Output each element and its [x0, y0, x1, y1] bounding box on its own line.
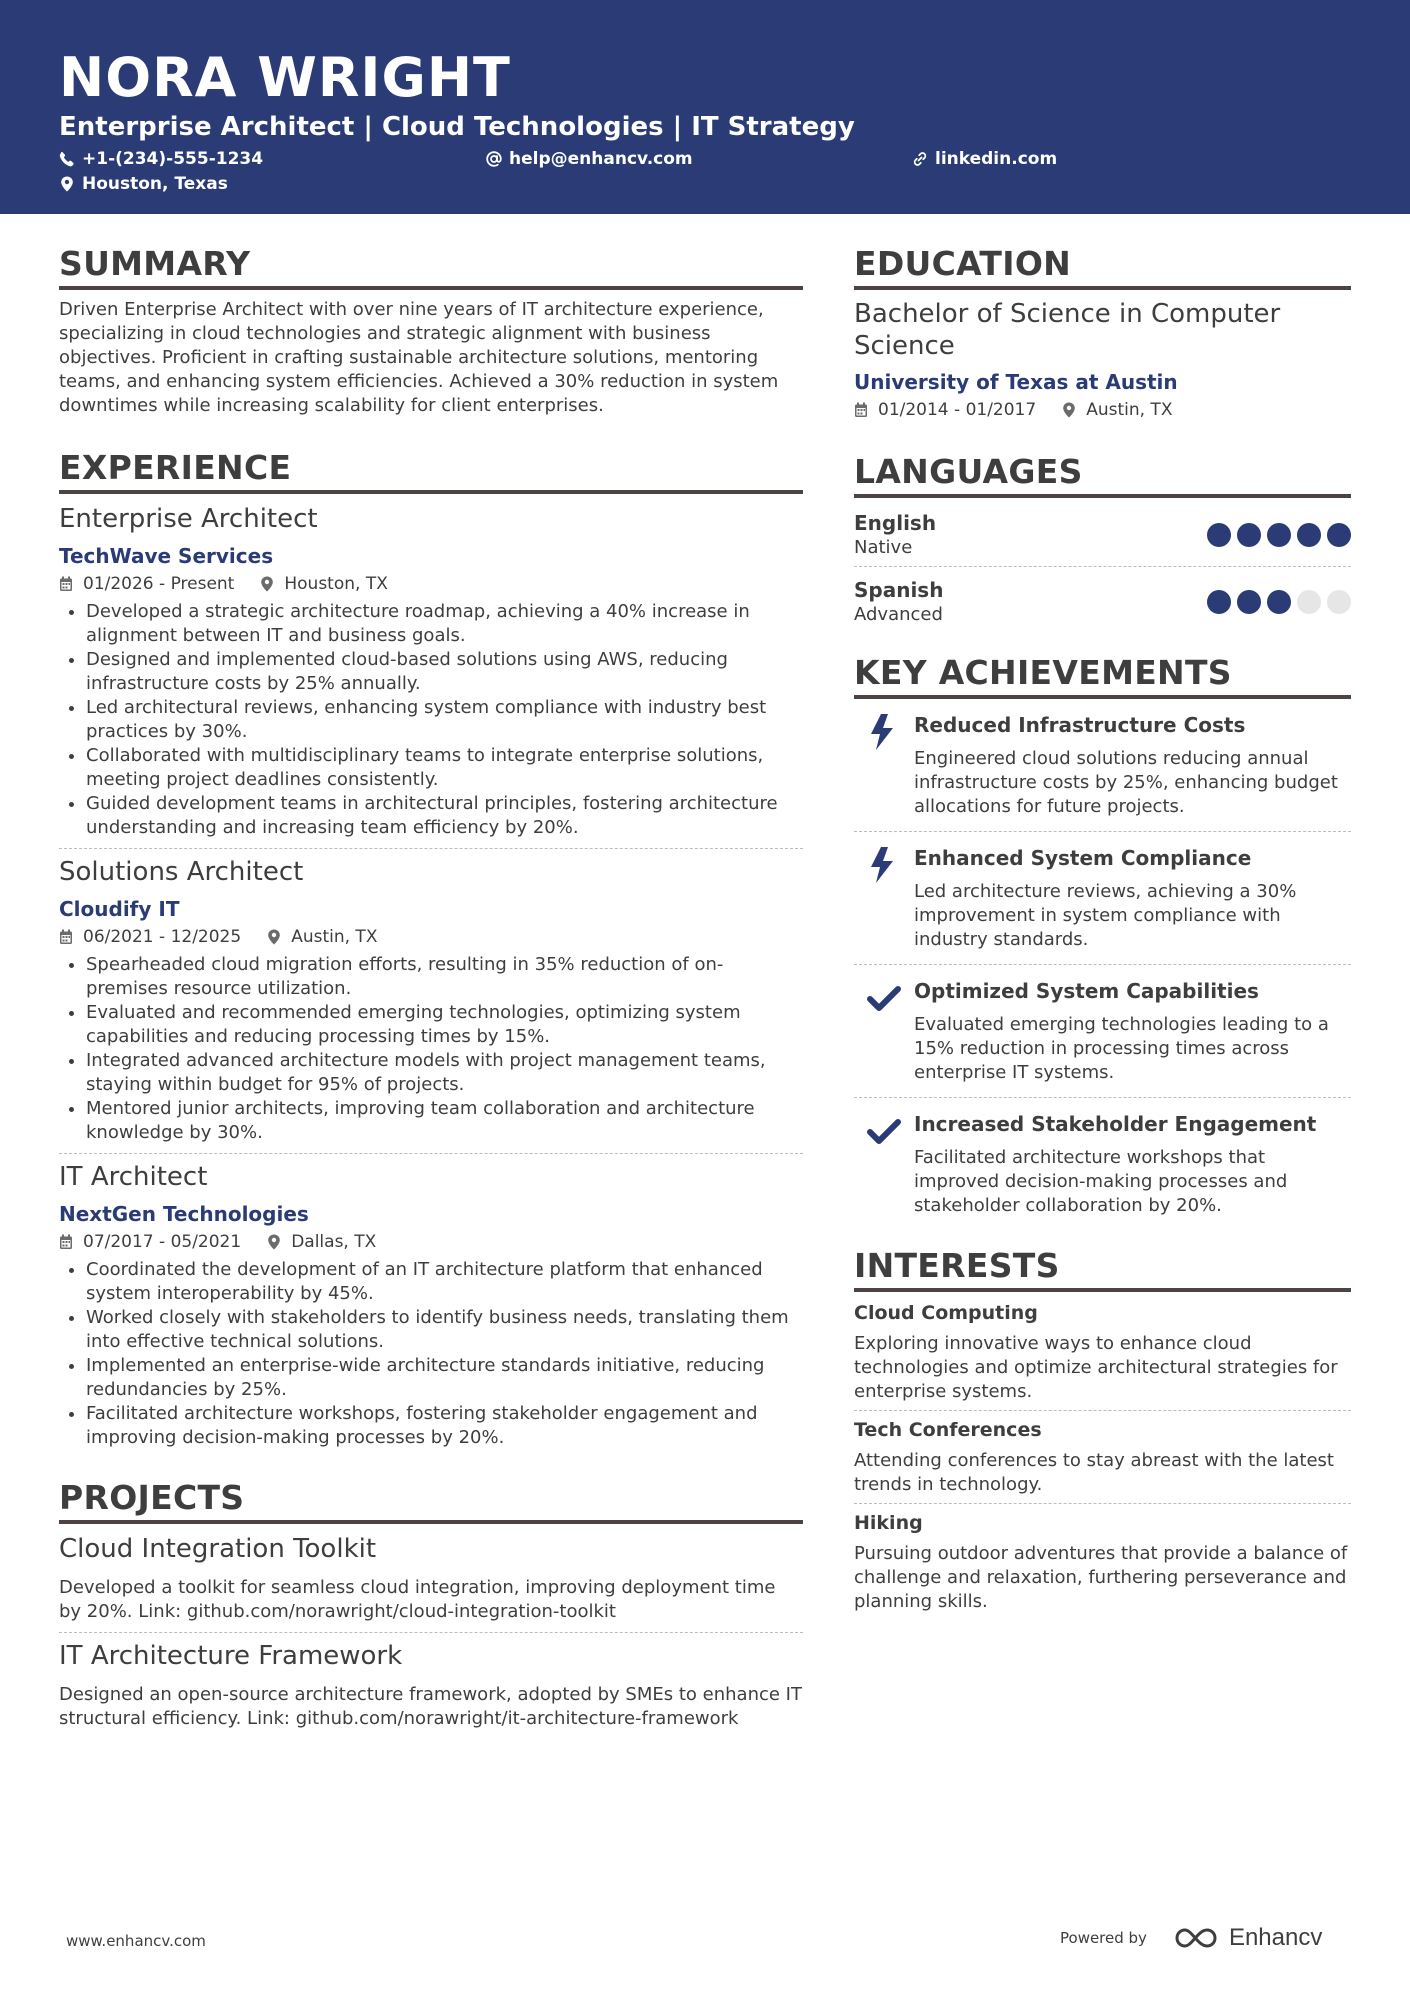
achievements-list — [854, 699, 1351, 1230]
language-rating — [1207, 523, 1351, 547]
location-pin-icon — [267, 1234, 281, 1250]
lightning-icon — [867, 846, 901, 884]
achievement-title: Reduced Infrastructure Costs — [914, 713, 1246, 737]
achievement-description: Led architecture reviews, achieving a 30% improvement in system compliance with industry standards. — [914, 881, 1297, 950]
achievement-entry — [854, 699, 1351, 831]
language-info — [854, 577, 943, 627]
job-location-text: Dallas, TX — [291, 1232, 377, 1252]
job-dates — [59, 572, 234, 596]
achievements-section — [854, 651, 1351, 1230]
job-bullet-list — [59, 1258, 803, 1450]
job-bullet: • Facilitated architecture workshops, fostering stakeholder engagement and improving decision-making processes by 20%. — [86, 1402, 803, 1450]
achievement-icon-wrap — [854, 1110, 914, 1218]
job-location-text: Houston, TX — [284, 574, 388, 594]
calendar-icon — [59, 576, 73, 592]
education-meta — [854, 398, 1351, 422]
candidate-name: NORA WRIGHT — [59, 46, 511, 109]
location-pin-icon — [267, 929, 281, 945]
job-bullet: • Worked closely with stakeholders to identify business needs, translating them into effective technical solutions. — [86, 1306, 803, 1354]
experience-list — [59, 502, 803, 1458]
achievement-body — [914, 844, 1351, 952]
summary-section — [59, 242, 803, 418]
job-title: Enterprise Architect — [59, 504, 318, 534]
achievement-description: Evaluated emerging technologies leading to a 15% reduction in processing times across enterprise IT systems. — [914, 1014, 1329, 1083]
achievement-body — [914, 977, 1351, 1085]
education-school: University of Texas at Austin — [854, 370, 1178, 394]
location-pin-icon — [59, 176, 75, 192]
section-title-languages: LANGUAGES — [854, 450, 1351, 498]
education-degree: Bachelor of Science in Computer Science — [854, 299, 1281, 361]
section-title-achievements: KEY ACHIEVEMENTS — [854, 651, 1351, 699]
job-meta — [59, 1230, 803, 1254]
interests-section — [854, 1244, 1351, 1620]
job-location — [267, 1230, 376, 1254]
email-contact[interactable] — [486, 147, 693, 171]
footer-website[interactable]: www.enhancv.com — [66, 1932, 206, 1950]
rating-dot — [1297, 523, 1321, 547]
job-meta — [59, 572, 803, 596]
summary-text: Driven Enterprise Architect with over nine years of IT architecture experience, specializing in cloud technologies and strategic alignment with business objectives. Proficient in crafting sustainable architecture solutions, mentoring teams, and enhancing system efficiencies. Achieved a 30% reduction in system downtimes while increasing scalability for client enterprises. — [59, 299, 779, 416]
education-section — [854, 242, 1351, 422]
achievement-title: Optimized System Capabilities — [914, 979, 1259, 1003]
job-bullet: • Led architectural reviews, enhancing system compliance with industry best practices by 30%. — [86, 696, 803, 744]
rating-dot — [1207, 590, 1231, 614]
rating-dot — [1327, 523, 1351, 547]
job-meta — [59, 925, 803, 949]
languages-section — [854, 450, 1351, 633]
company-name: Cloudify IT — [59, 897, 180, 921]
job-bullet: • Evaluated and recommended emerging technologies, optimizing system capabilities and reducing processing times by 15%. — [86, 1001, 803, 1049]
section-title-interests: INTERESTS — [854, 1244, 1351, 1292]
at-sign-icon — [486, 151, 502, 167]
project-description: Developed a toolkit for seamless cloud integration, improving deployment time by 20%. Link: github.com/norawright/cloud-integration-toolkit — [59, 1577, 776, 1622]
job-bullet-list — [59, 953, 803, 1145]
section-title-experience: EXPERIENCE — [59, 446, 803, 494]
job-location — [267, 925, 377, 949]
achievement-entry — [854, 964, 1351, 1097]
brand-name: Enhancv — [1228, 1924, 1323, 1951]
experience-entry — [59, 1153, 803, 1458]
projects-section — [59, 1476, 803, 1731]
achievement-title: Enhanced System Compliance — [914, 846, 1252, 870]
rating-dot — [1267, 523, 1291, 547]
languages-list — [854, 506, 1351, 633]
education-dates — [854, 398, 1036, 422]
language-level: Native — [854, 537, 913, 558]
experience-entry — [59, 502, 803, 848]
job-bullet: • Developed a strategic architecture roadmap, achieving a 40% increase in alignment between IT and business goals. — [86, 600, 803, 648]
education-location — [1062, 398, 1172, 422]
projects-list — [59, 1532, 803, 1731]
job-dates-text: 07/2017 - 05/2021 — [83, 1232, 242, 1252]
achievement-icon-wrap — [854, 711, 914, 819]
language-name: English — [854, 511, 937, 535]
job-title: Solutions Architect — [59, 857, 304, 887]
achievement-description: Engineered cloud solutions reducing annual infrastructure costs by 25%, enhancing budget allocations for future projects. — [914, 748, 1338, 817]
interests-list — [854, 1294, 1351, 1620]
section-title-summary: SUMMARY — [59, 242, 803, 290]
company-name: NextGen Technologies — [59, 1202, 309, 1226]
candidate-headline: Enterprise Architect | Cloud Technologies | IT Strategy — [59, 112, 855, 142]
interest-description: Exploring innovative ways to enhance cloud technologies and optimize architectural strategies for enterprise systems. — [854, 1333, 1338, 1402]
rating-dot — [1267, 590, 1291, 614]
interest-name: Tech Conferences — [854, 1419, 1042, 1441]
education-location-text: Austin, TX — [1086, 400, 1173, 420]
job-dates — [59, 925, 241, 949]
job-location-text: Austin, TX — [291, 927, 378, 947]
lightning-icon — [867, 713, 901, 751]
resume-header — [0, 0, 1410, 214]
job-bullet-list — [59, 600, 803, 840]
achievement-title: Increased Stakeholder Engagement — [914, 1112, 1317, 1136]
project-title: Cloud Integration Toolkit — [59, 1534, 377, 1564]
experience-section — [59, 446, 803, 1458]
job-bullet: • Collaborated with multidisciplinary teams to integrate enterprise solutions, meeting project deadlines consistently. — [86, 744, 803, 792]
interest-name: Cloud Computing — [854, 1302, 1038, 1324]
interest-description: Attending conferences to stay abreast with the latest trends in technology. — [854, 1450, 1334, 1495]
interest-name: Hiking — [854, 1512, 923, 1534]
email-address[interactable]: help@enhancv.com — [509, 149, 693, 169]
achievement-body — [914, 711, 1351, 819]
interest-entry — [854, 1294, 1351, 1410]
footer-branding[interactable] — [1060, 1924, 1322, 1952]
experience-entry — [59, 848, 803, 1153]
achievement-entry — [854, 1097, 1351, 1230]
location-contact — [59, 172, 228, 196]
section-title-projects: PROJECTS — [59, 1476, 803, 1524]
company-name: TechWave Services — [59, 544, 274, 568]
achievement-body — [914, 1110, 1351, 1218]
language-rating — [1207, 590, 1351, 614]
rating-dot — [1327, 590, 1351, 614]
rating-dot — [1237, 523, 1261, 547]
interest-entry — [854, 1410, 1351, 1503]
project-title: IT Architecture Framework — [59, 1641, 403, 1671]
job-bullet: • Guided development teams in architectural principles, fostering architecture understanding and increasing team efficiency by 20%. — [86, 792, 803, 840]
phone-icon — [59, 151, 75, 167]
enhancv-logo-icon — [1173, 1924, 1219, 1952]
education-dates-text: 01/2014 - 01/2017 — [878, 400, 1037, 420]
job-bullet: • Coordinated the development of an IT architecture platform that enhanced system interoperability by 45%. — [86, 1258, 803, 1306]
location-pin-icon — [260, 576, 274, 592]
job-bullet: • Designed and implemented cloud-based solutions using AWS, reducing infrastructure costs by 25% annually. — [86, 648, 803, 696]
language-level: Advanced — [854, 604, 943, 625]
achievement-description: Facilitated architecture workshops that improved decision-making processes and stakeholder collaboration by 20%. — [914, 1147, 1288, 1216]
job-dates-text: 01/2026 - Present — [83, 574, 235, 594]
language-info — [854, 510, 936, 560]
checkmark-icon — [867, 979, 901, 1017]
job-bullet: • Spearheaded cloud migration efforts, resulting in 35% reduction of on-premises resource utilization. — [86, 953, 803, 1001]
job-dates — [59, 1230, 241, 1254]
interest-entry — [854, 1503, 1351, 1620]
interest-description: Pursuing outdoor adventures that provide a balance of challenge and relaxation, furthering perseverance and planning skills. — [854, 1543, 1348, 1612]
project-entry — [59, 1632, 803, 1731]
rating-dot — [1297, 590, 1321, 614]
rating-dot — [1207, 523, 1231, 547]
calendar-icon — [59, 1234, 73, 1250]
project-entry — [59, 1532, 803, 1624]
rating-dot — [1237, 590, 1261, 614]
linkedin-contact[interactable] — [912, 147, 1057, 171]
job-location — [260, 572, 388, 596]
powered-by-label: Powered by — [1060, 1929, 1147, 1947]
calendar-icon — [59, 929, 73, 945]
left-column — [59, 242, 803, 1731]
phone-number[interactable]: +1-(234)-555-1234 — [82, 149, 264, 169]
achievement-icon-wrap — [854, 844, 914, 952]
section-title-education: EDUCATION — [854, 242, 1351, 290]
achievement-entry — [854, 831, 1351, 964]
job-bullet: • Implemented an enterprise-wide architecture standards initiative, reducing redundancies by 25%. — [86, 1354, 803, 1402]
checkmark-icon — [867, 1112, 901, 1150]
location-pin-icon — [1062, 402, 1076, 418]
phone-contact[interactable] — [59, 147, 263, 171]
calendar-icon — [854, 402, 868, 418]
job-bullet: • Integrated advanced architecture models with project management teams, staying within budget for 95% of projects. — [86, 1049, 803, 1097]
job-dates-text: 06/2021 - 12/2025 — [83, 927, 242, 947]
achievement-icon-wrap — [854, 977, 914, 1085]
job-title: IT Architect — [59, 1162, 208, 1192]
project-description: Designed an open-source architecture framework, adopted by SMEs to enhance IT structural efficiency. Link: github.com/norawright/it-architecture-framework — [59, 1684, 802, 1729]
job-bullet: • Mentored junior architects, improving team collaboration and architecture knowledge by 30%. — [86, 1097, 803, 1145]
linkedin-url[interactable]: linkedin.com — [935, 149, 1058, 169]
location-text: Houston, Texas — [82, 174, 228, 194]
language-entry — [854, 566, 1351, 633]
language-name: Spanish — [854, 578, 944, 602]
right-column — [854, 242, 1351, 1620]
link-icon — [912, 151, 928, 167]
language-entry — [854, 506, 1351, 566]
